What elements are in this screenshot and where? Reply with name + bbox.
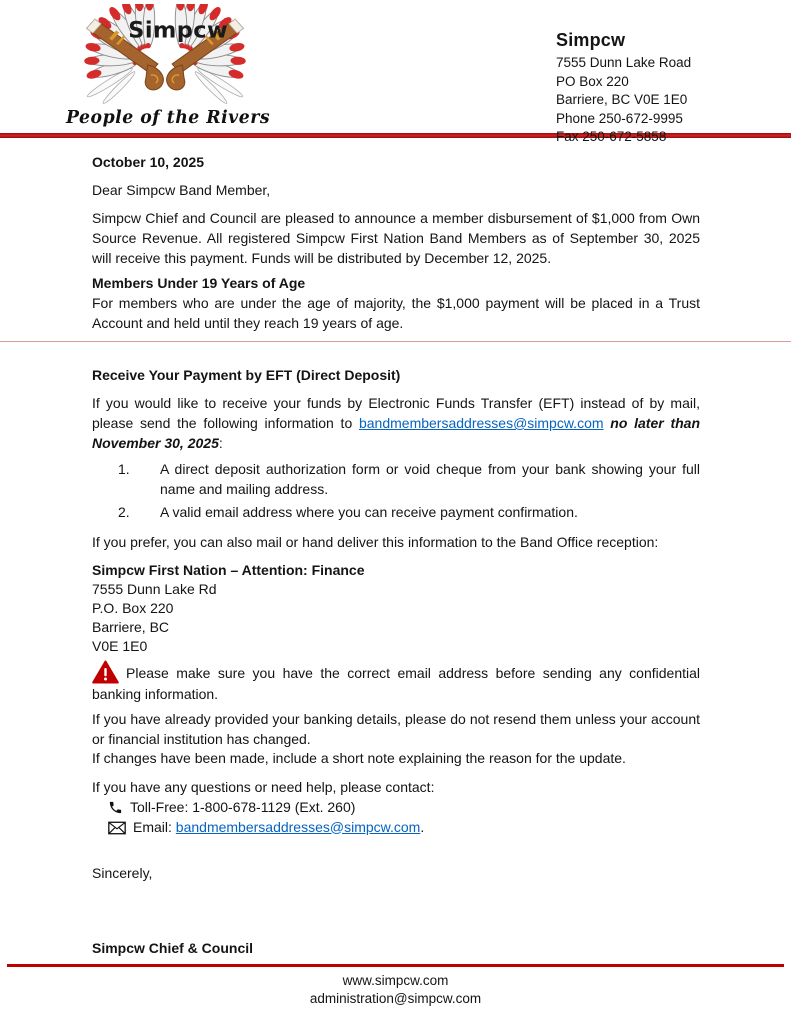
mailing-address-line: 7555 Dunn Lake Rd [92, 581, 217, 597]
already-provided-text: If you have already provided your banking details, please do not resend them unless your account or financial institution has changed. [92, 711, 700, 747]
warning-text: Please make sure you have the correct email address before sending any confidential banking information. [92, 665, 700, 702]
email-period: . [420, 818, 425, 835]
mailing-address-name: Simpcw First Nation – Attention: Finance [92, 562, 365, 578]
footer-email: administration@simpcw.com [309, 991, 482, 1006]
contact-email-link[interactable]: bandmembersaddresses@simpcw.com [175, 818, 421, 835]
logo-tagline: People of the Rivers [66, 107, 271, 128]
under19-heading: Members Under 19 Years of Age [92, 275, 306, 291]
tollfree-text: Toll-Free: 1-800-678-1129 (Ext. 260) [130, 798, 356, 815]
letterhead-header [0, 0, 791, 144]
mailing-address-line: V0E 1E0 [92, 638, 148, 654]
envelope-icon [108, 821, 126, 835]
letter-body-main [92, 342, 700, 958]
letterhead-fax: Fax 250-672-5858 [556, 129, 667, 144]
mailing-address-block [92, 560, 700, 656]
eft-instructions [92, 393, 700, 453]
footer-website: www.simpcw.com [342, 973, 449, 988]
email-label: Email: [133, 818, 176, 835]
list-item-number: 1. [118, 461, 130, 477]
changes-note-text: If changes have been made, include a short note explaining the reason for the update. [92, 750, 626, 766]
letterhead-address-line: Barriere, BC V0E 1E0 [556, 92, 688, 107]
phone-handset-icon [108, 800, 123, 815]
closing: Sincerely, [92, 864, 153, 881]
list-item [92, 459, 700, 499]
simpcw-logo [58, 4, 272, 130]
salutation: Dear Simpcw Band Member, [92, 182, 271, 198]
mailing-address-line: P.O. Box 220 [92, 600, 174, 616]
under19-paragraph: For members who are under the age of majority, the $1,000 payment will be placed in a Trust Account and held until they reach 19 years of age. [92, 295, 700, 331]
intro-paragraph: Simpcw Chief and Council are pleased to announce a member disbursement of $1,000 from Own Source Revenue. All registered Simpcw First Nation Band Members as of September 30, 2025 will receive this payment. Funds will be distributed by December 12, 2025. [92, 210, 700, 266]
list-item-number: 2. [118, 504, 130, 520]
letterhead-address-line: 7555 Dunn Lake Road [556, 55, 692, 70]
tollfree-contact-row [92, 797, 700, 817]
list-item-text: A valid email address where you can receive payment confirmation. [160, 504, 578, 520]
warning-triangle-icon [92, 660, 119, 684]
signature: Simpcw Chief & Council [92, 939, 254, 956]
letterhead-address-block [556, 30, 691, 147]
email-contact-row [92, 817, 700, 837]
questions-paragraph: If you have any questions or need help, please contact: [92, 778, 435, 795]
warning-paragraph [92, 660, 700, 704]
logo-brand-text: Simpcw [128, 17, 229, 44]
eft-deadline: no later than November 30, 2025 [92, 415, 700, 451]
letterhead-org-name: Simpcw [556, 30, 626, 50]
list-item-text: A direct deposit authorization form or void cheque from your bank showing your full name and mailing address. [160, 461, 700, 497]
mailing-address-line: Barriere, BC [92, 619, 170, 635]
banking-details-note [92, 710, 700, 769]
eft-requirements-list [92, 459, 700, 522]
eft-text-before-link: If you would like to receive your funds by Electronic Funds Transfer (EFT) instead of by mail, please send the following information to [92, 395, 700, 431]
footer-rule [7, 964, 784, 967]
list-item [92, 502, 700, 522]
eft-email-link[interactable]: bandmembersaddresses@simpcw.com [358, 415, 604, 431]
eft-colon: : [218, 435, 223, 451]
page-footer [0, 964, 791, 1008]
letter-body-top [92, 152, 700, 333]
letter-date: October 10, 2025 [92, 154, 205, 170]
letterhead-address-line: PO Box 220 [556, 73, 629, 89]
eft-heading: Receive Your Payment by EFT (Direct Deposit) [92, 367, 401, 383]
prefer-paragraph: If you prefer, you can also mail or hand deliver this information to the Band Office reception: [92, 534, 659, 550]
letterhead-phone: Phone 250-672-9995 [556, 110, 683, 126]
